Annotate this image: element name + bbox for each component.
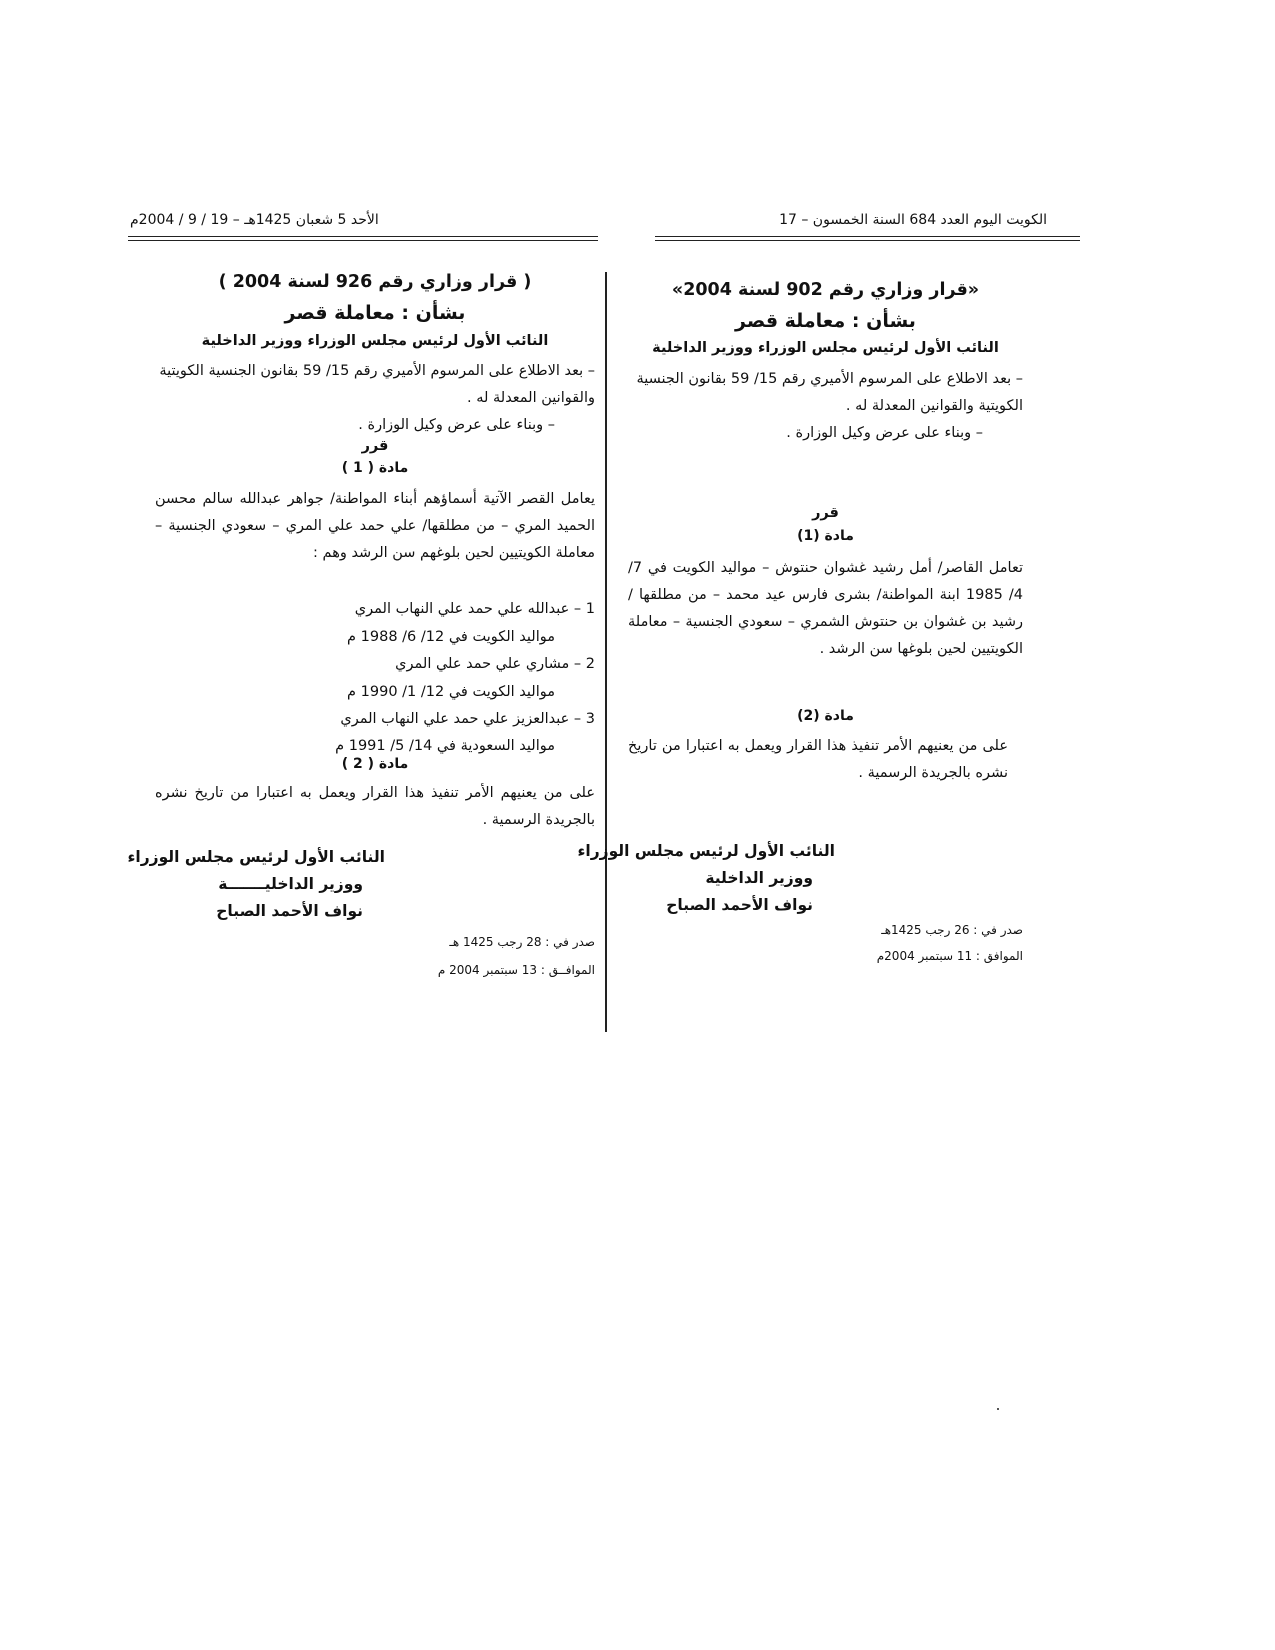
decided-heading: قرر [361,438,389,454]
article-1-heading: مادة ( 1 ) [341,460,409,476]
signature-line: النائب الأول لرئيس مجلس الوزراء [577,842,835,860]
preamble-item: – وبناء على عرض وكيل الوزارة . [786,425,983,441]
minor-name: 1 – عبدالله علي حمد علي النهاب المري [354,601,595,617]
article-2-heading: مادة (2) [797,708,854,724]
minor-birth: مواليد الكويت في 12/ 6/ 1988 م [347,629,555,645]
article-2-text: على من يعنيهم الأمر تنفيذ هذا القرار ويعمل به اعتبارا من تاريخ نشره بالجريدة الرسمية . [155,785,595,828]
article-1-text: يعامل القصر الآتية أسماؤهم أبناء المواطنة/ جواهر عبدالله سالم محسن الحميد المري – من مطلقها/ علي حمد علي المري – سعودي الجنسية – معاملة الكويتيين لحين بلوغهم سن الرشد وهم : [155,491,595,561]
scan-speck [997,1408,999,1410]
decree-subject: بشأن : معاملة قصر [735,310,916,332]
signature-line: النائب الأول لرئيس مجلس الوزراء [127,848,385,866]
preamble-item: – بعد الاطلاع على المرسوم الأميري رقم 15/ 59 بقانون الجنسية الكويتية والقوانين المعدلة له . [159,363,595,406]
page-header-right: الكويت اليوم العدد 684 السنة الخمسون – 17 [779,212,1047,228]
decree-title: ( قرار وزاري رقم 926 لسنة 2004 ) [218,272,532,292]
decree-subject: بشأن : معاملة قصر [284,302,466,324]
decree-issuer: النائب الأول لرئيس مجلس الوزراء ووزير الداخلية [201,333,549,349]
article-2-text: على من يعنيهم الأمر تنفيذ هذا القرار ويعمل به اعتبارا من تاريخ نشره بالجريدة الرسمية . [628,738,1008,781]
article-1-heading: مادة (1) [797,528,854,544]
corresponding-date: الموافق : 11 سبتمبر 2004م [876,949,1023,963]
corresponding-date: الموافــق : 13 سبتمبر 2004 م [437,963,595,977]
signature-line: ووزير الداخليـــــــة [218,875,363,893]
signature-name: نواف الأحمد الصباح [666,896,813,914]
decree-issuer: النائب الأول لرئيس مجلس الوزراء ووزير الداخلية [652,340,999,356]
signature-name: نواف الأحمد الصباح [216,902,363,920]
decided-heading: قرر [812,505,839,521]
header-rule-right [655,236,1080,237]
header-rule-left-2 [128,240,598,241]
signature-block [575,838,835,919]
minor-birth: مواليد الكويت في 12/ 1/ 1990 م [347,684,555,700]
page-header-left: الأحد 5 شعبان 1425هـ – 19 / 9 / 2004م [130,212,379,228]
minor-birth: مواليد السعودية في 14/ 5/ 1991 م [335,738,555,754]
minor-name: 2 – مشاري علي حمد علي المري [395,656,595,672]
preamble-item: – بعد الاطلاع على المرسوم الأميري رقم 15/ 59 بقانون الجنسية الكويتية والقوانين المعدلة له . [636,371,1023,414]
signature-block [125,844,385,925]
article-2-heading: مادة ( 2 ) [341,756,409,772]
header-rule-right-2 [655,240,1080,241]
issued-date: صدر في : 28 رجب 1425 هـ [449,935,595,949]
issued-date: صدر في : 26 رجب 1425هـ [881,923,1023,937]
decree-title: «قرار وزاري رقم 902 لسنة 2004» [671,280,980,300]
article-1-text: تعامل القاصر/ أمل رشيد غشوان حنتوش – مواليد الكويت في 7/ 4/ 1985 ابنة المواطنة/ بشرى فارس عيد محمد – من مطلقها / رشيد بن غشوان بن حنتوش الشمري – سعودي الجنسية – معاملة الكويتيين لحين بلوغها سن الرشد . [628,560,1023,657]
header-rule-left [128,236,598,237]
signature-line: ووزير الداخلية [705,869,813,887]
minor-name: 3 – عبدالعزيز علي حمد علي النهاب المري [340,711,595,727]
preamble-item: – وبناء على عرض وكيل الوزارة . [358,417,555,433]
